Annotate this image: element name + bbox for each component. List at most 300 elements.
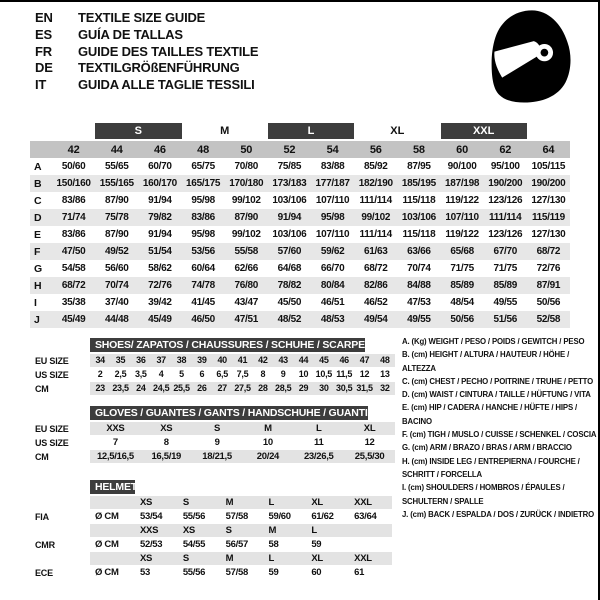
measurement-value: 46/51 (320, 297, 345, 308)
cell-value: 61 (354, 567, 365, 578)
measurement-value: 95/98 (320, 212, 345, 223)
measurement-value: 95/100 (490, 161, 520, 172)
measurement-value: 155/165 (99, 178, 134, 189)
cell-value: 24,5 (153, 383, 170, 393)
cell-value: XL (306, 552, 349, 565)
language-code: DE (35, 60, 53, 76)
cell-value: 63/64 (354, 511, 377, 522)
language-code: FR (35, 43, 52, 59)
shoes-table-header (35, 338, 395, 352)
cell-value: S (178, 552, 221, 565)
cell-value: 13 (380, 369, 390, 379)
cell-value: 7,5 (236, 369, 249, 379)
cell-value: 46 (334, 354, 354, 367)
cell-value: 12,5/16,5 (90, 450, 141, 463)
textile-size-table (30, 122, 570, 328)
row-label: US SIZE (35, 369, 69, 380)
cell-value: L (263, 552, 306, 565)
measurement-row (30, 277, 570, 294)
cell-value: 57/58 (225, 567, 248, 578)
cell-value: 31,5 (356, 383, 373, 393)
measurement-value: 49/55 (493, 297, 517, 308)
measurement-value: 123/126 (488, 229, 523, 240)
cell-value: XXS (135, 524, 178, 537)
cell-value: Ø CM (95, 567, 119, 578)
measurement-value: 87/95 (407, 161, 431, 172)
measurement-value: 53/56 (191, 246, 215, 257)
measurement-value: 95/98 (191, 195, 215, 206)
cell-value: 59 (311, 539, 322, 550)
measurement-value: 65/68 (450, 246, 474, 257)
measurement-value: 52/58 (536, 314, 561, 325)
language-title: GUIDA ALLE TAGLIE TESSILI (78, 77, 255, 93)
row-label: US SIZE (35, 437, 69, 448)
measurement-value: 87/90 (234, 212, 258, 223)
table-row (35, 524, 392, 537)
cell-value: Ø CM (95, 539, 119, 550)
measurement-value: 45/49 (61, 314, 86, 325)
gloves-table-header (35, 406, 395, 420)
cell-value: 23 (90, 382, 110, 395)
measurement-value: 71/74 (61, 212, 86, 223)
cell-value: 11 (314, 437, 324, 448)
cell-value: 54/55 (182, 539, 206, 550)
measurement-value: 56/60 (104, 263, 129, 274)
measurement-value: 103/106 (272, 229, 307, 240)
measurement-value: 48/52 (277, 314, 302, 325)
cell-value: 10 (262, 437, 273, 448)
measurement-value: 82/86 (363, 280, 388, 291)
language-code: EN (35, 10, 53, 25)
cell-value: 8 (260, 369, 266, 379)
cell-value: 18/21,5 (192, 450, 243, 463)
measurement-row (30, 294, 570, 311)
cell-value: M (221, 496, 264, 509)
measurement-value: 83/86 (61, 195, 86, 206)
language-title: GUÍA DE TALLAS (78, 26, 183, 42)
size-label: 54 (326, 143, 339, 156)
cell-value: 10 (298, 369, 309, 379)
measurement-value: 61/63 (363, 246, 388, 257)
cell-value: 53/54 (140, 511, 163, 522)
measurement-key: I (34, 296, 37, 309)
measurement-value: 190/200 (488, 178, 523, 189)
legend-item: F. (cm) TIGH / MUSLO / CUISSE / SCHENKEL / COSCIA (402, 430, 597, 440)
measurement-value: 150/160 (56, 178, 91, 189)
shoes-table-rows (35, 354, 395, 395)
table-row (35, 422, 395, 435)
measurement-value: 170/180 (229, 178, 264, 189)
size-group-label: M (220, 125, 230, 137)
measurement-value: 71/75 (450, 263, 474, 274)
cell-value: 35 (110, 354, 130, 367)
measurement-value: 49/54 (363, 314, 388, 325)
measurement-key: E (34, 228, 41, 241)
measurement-value: 87/91 (536, 280, 561, 291)
measurement-value: 46/50 (191, 314, 215, 325)
cell-value: XS (141, 422, 192, 435)
language-row (35, 27, 258, 44)
legend-item: E. (cm) HIP / CADERA / HANCHE / HÜFTE / HIPS / BACINO (402, 403, 578, 426)
measurement-key: D (34, 211, 42, 224)
measurement-value: 74/78 (191, 280, 215, 291)
measurement-value: 87/90 (104, 229, 129, 240)
cell-value: 42 (253, 354, 273, 367)
measurement-value: 51/54 (148, 246, 172, 257)
measurement-value: 70/74 (407, 263, 431, 274)
measurement-value: 45/50 (277, 297, 302, 308)
cell-value: 52/53 (140, 539, 163, 550)
cell-value: 43 (273, 354, 293, 367)
measurement-value: 107/110 (445, 212, 479, 223)
cell-value: 47 (354, 354, 374, 367)
cell-value: 61/62 (311, 511, 334, 522)
cell-value: 2 (97, 369, 103, 379)
cell-value: L (293, 422, 344, 435)
cell-value: L (263, 496, 306, 509)
measurement-row (30, 260, 570, 277)
cell-value: 53 (140, 567, 150, 578)
table-row (35, 496, 392, 509)
cell-value: 9 (214, 437, 220, 448)
cell-value: 29 (293, 382, 313, 395)
measurement-value: 70/80 (234, 161, 258, 172)
cell-value: 11,5 (336, 369, 353, 379)
measurement-value: 95/98 (191, 229, 215, 240)
measurement-value: 47/53 (407, 297, 431, 308)
measurement-value: 115/118 (402, 229, 436, 240)
measurement-value: 107/110 (315, 195, 350, 206)
cell-value: 37 (151, 354, 171, 367)
measurement-value: 99/102 (361, 212, 391, 223)
measurement-value: 48/53 (320, 314, 345, 325)
language-code: IT (35, 77, 47, 93)
legend-item: J. (cm) BACK / ESPALDA / DOS / ZURÜCK / INDIETRO (402, 509, 595, 519)
cell-value (90, 496, 135, 509)
language-row (35, 44, 258, 61)
measurement-value: 91/94 (148, 195, 172, 206)
measurement-value: 84/88 (407, 280, 431, 291)
cell-value: 59 (268, 567, 279, 578)
legend-item: B. (cm) HEIGHT / ALTURA / HAUTEUR / HÖHE / ALTEZZA (402, 350, 570, 373)
measurement-value: 76/80 (234, 280, 258, 291)
cell-value: 23,5 (112, 383, 129, 393)
cell-value: 9 (280, 369, 286, 379)
measurement-legend (402, 335, 598, 521)
measurement-value: 67/70 (493, 246, 517, 257)
measurement-value: 160/170 (142, 178, 177, 189)
cell-value: 6,5 (216, 369, 228, 379)
measurement-value: 99/102 (231, 229, 261, 240)
cell-value: 28,5 (275, 383, 292, 393)
cell-value: 30,5 (336, 383, 353, 393)
measurement-value: 85/89 (493, 280, 517, 291)
gloves-table-rows (35, 422, 395, 463)
language-row (35, 10, 258, 27)
measurement-key: F (34, 245, 41, 258)
cell-value (90, 552, 135, 565)
table-row (35, 450, 395, 463)
top-border-line (0, 0, 600, 2)
cell-value (349, 538, 392, 551)
measurement-value: 115/119 (531, 212, 565, 223)
measurement-value: 83/88 (320, 161, 345, 172)
helmet-table-rows (35, 496, 392, 579)
measurement-value: 55/65 (104, 161, 129, 172)
measurement-value: 72/76 (536, 263, 561, 274)
measurement-key: G (34, 262, 42, 275)
cell-value: 41 (232, 354, 252, 367)
size-group-label: XXL (441, 123, 527, 139)
row-label: CM (35, 451, 49, 462)
measurement-value: 37/40 (104, 297, 129, 308)
legend-item: D. (cm) WAIST / CINTURA / TAILLE / HÜFTUNG / VITA (402, 390, 591, 400)
legend-item: G. (cm) ARM / BRAZO / BRAS / ARM / BRACCIO (402, 443, 572, 453)
row-label: CMR (35, 539, 55, 550)
measurement-key: J (34, 313, 40, 326)
legend-item: A. (Kg) WEIGHT / PESO / POIDS / GEWITCH / PESO (402, 337, 585, 346)
measurement-value: 79/82 (148, 212, 172, 223)
legend-item: C. (cm) CHEST / PECHO / POITRINE / TRUHE / PETTO (402, 376, 594, 386)
size-label: 44 (110, 143, 123, 156)
cell-value: 59/60 (268, 511, 291, 522)
language-code: ES (35, 26, 52, 42)
cell-value: XS (178, 524, 221, 537)
gloves-size-table (35, 406, 395, 464)
cell-value: S (221, 524, 264, 537)
language-title: TEXTILGRÖßENFÜHRUNG (78, 60, 240, 76)
measurement-value: 55/58 (234, 246, 258, 257)
measurement-value: 71/75 (493, 263, 517, 274)
size-header-row (30, 141, 570, 158)
cell-value: 23/26,5 (293, 450, 344, 463)
cell-value: 20/24 (242, 450, 293, 463)
cell-value: 58 (268, 539, 279, 550)
measurement-value: 83/86 (191, 212, 215, 223)
row-label: EU SIZE (35, 355, 69, 366)
group-spacer (527, 123, 570, 139)
helmet-icon (482, 5, 578, 107)
language-title: TEXTILE SIZE GUIDE (78, 10, 206, 25)
cell-value: Ø CM (95, 511, 119, 522)
measurement-value: 47/51 (234, 314, 258, 325)
cell-value (90, 524, 135, 537)
cell-value: 27,5 (234, 383, 251, 393)
language-title: GUIDE DES TAILLES TEXTILE (78, 43, 259, 59)
cell-value: 3,5 (135, 369, 147, 379)
measurement-value: 107/110 (315, 229, 350, 240)
cell-value: XXL (349, 496, 392, 509)
cell-value: 32 (375, 382, 395, 395)
measurement-value: 68/72 (363, 263, 388, 274)
measurement-value: 91/94 (277, 212, 302, 223)
size-label: 56 (369, 143, 382, 156)
cell-value: 34 (90, 354, 110, 367)
cell-value: 28 (253, 382, 273, 395)
cell-value: 60 (311, 567, 322, 578)
measurement-value: 64/68 (277, 263, 302, 274)
cell-value: 30 (314, 382, 334, 395)
measurement-value: 185/195 (401, 178, 436, 189)
cell-value: 55/56 (182, 567, 206, 578)
measurement-value: 85/92 (363, 161, 388, 172)
measurement-value: 111/114 (359, 195, 392, 206)
measurement-value: 50/60 (61, 161, 86, 172)
cell-value (349, 524, 392, 537)
measurement-value: 75/85 (277, 161, 302, 172)
measurement-value: 51/56 (493, 314, 517, 325)
legend-item: H. (cm) INSIDE LEG / ENTREPIERNA / FOURCHE / SCHRITT / FORCELLA (402, 456, 580, 479)
cell-value: 45 (314, 354, 334, 367)
row-label: CM (35, 383, 49, 394)
measurement-value: 111/114 (359, 229, 392, 240)
cell-value: S (192, 422, 243, 435)
cell-value: 2,5 (114, 369, 127, 379)
measurement-value: 60/64 (191, 263, 215, 274)
size-group-label: S (95, 123, 181, 139)
row-label: FIA (35, 511, 49, 522)
cell-value: 44 (293, 354, 313, 367)
table-row (35, 436, 395, 449)
measurement-value: 35/38 (61, 297, 86, 308)
cell-value: 6 (199, 369, 205, 379)
measurement-value: 99/102 (231, 195, 261, 206)
measurement-row (30, 209, 570, 226)
cell-value: XXL (349, 552, 392, 565)
measurement-value: 119/122 (445, 229, 479, 240)
measurement-value: 165/175 (186, 178, 221, 189)
cell-value: XS (135, 552, 178, 565)
measurement-value: 43/47 (234, 297, 258, 308)
cell-value: 5 (179, 369, 184, 379)
cell-value: 16,5/19 (141, 450, 192, 463)
measurement-value: 70/74 (104, 280, 129, 291)
cell-value: XL (306, 496, 349, 509)
size-label: 46 (153, 143, 166, 156)
measurement-value: 49/52 (104, 246, 129, 257)
measurement-value: 48/54 (450, 297, 474, 308)
cell-value: 40 (212, 354, 232, 367)
measurement-value: 60/70 (148, 161, 172, 172)
cell-value: 24 (131, 382, 151, 395)
measurement-value: 47/50 (61, 246, 86, 257)
table-row (35, 382, 395, 395)
measurement-row (30, 243, 570, 260)
language-row (35, 60, 258, 77)
measurement-value: 127/130 (531, 195, 566, 206)
table-row (35, 552, 392, 565)
helmet-size-table (35, 480, 392, 580)
cell-value: 25,5/30 (344, 450, 395, 463)
measurement-value: 182/190 (358, 178, 393, 189)
size-group-label: XL (390, 125, 405, 137)
cell-value: XS (135, 496, 178, 509)
measurement-value: 111/114 (489, 212, 522, 223)
cell-value: M (263, 524, 306, 537)
size-label: 48 (197, 143, 209, 156)
measurement-value: 105/115 (531, 161, 566, 172)
measurement-value: 50/56 (536, 297, 561, 308)
measurement-value: 177/187 (315, 178, 350, 189)
measurement-value: 127/130 (531, 229, 566, 240)
measurement-key: A (34, 160, 42, 173)
measurement-value: 123/126 (488, 195, 523, 206)
cell-value: 38 (171, 354, 191, 367)
cell-value: 8 (163, 437, 169, 448)
cell-value: XL (344, 422, 395, 435)
measurement-value: 41/45 (191, 297, 215, 308)
measurement-value: 63/66 (407, 246, 431, 257)
measurement-row (30, 175, 570, 192)
measurement-value: 50/56 (450, 314, 474, 325)
measurement-value: 68/72 (536, 246, 561, 257)
measurement-key: H (34, 279, 42, 292)
cell-value: 55/56 (182, 511, 206, 522)
measurement-value: 62/66 (234, 263, 258, 274)
gloves-table-title: GLOVES / GUANTES / GANTS / HANDSCHUHE / GUANTI (90, 406, 368, 420)
cell-value: 48 (375, 354, 395, 367)
measurement-row (30, 226, 570, 243)
cell-value: 10,5 (315, 369, 332, 379)
size-label: 62 (499, 143, 512, 156)
measurement-value: 103/106 (272, 195, 307, 206)
cell-value: 25,5 (173, 383, 190, 393)
size-label: 50 (240, 143, 253, 156)
helmet-table-header (35, 480, 392, 494)
cell-value: 7 (112, 437, 118, 448)
measurement-value: 45/49 (148, 314, 172, 325)
measurement-value: 190/200 (531, 178, 566, 189)
measurement-value: 57/60 (277, 246, 302, 257)
measurement-value: 72/76 (148, 280, 172, 291)
cell-value: 12 (359, 369, 370, 379)
measurement-row (30, 311, 570, 328)
measurement-value: 46/52 (363, 297, 388, 308)
cell-value: 56/57 (225, 539, 248, 550)
row-label: ECE (35, 567, 53, 578)
cell-value: XXS (90, 422, 141, 435)
cell-value: 39 (192, 354, 212, 367)
table-row (35, 354, 395, 367)
measurement-value: 83/86 (61, 229, 86, 240)
cell-value: M (221, 552, 264, 565)
size-group-row (30, 122, 570, 140)
measurement-key: C (34, 194, 42, 207)
legend-item: I. (cm) SHOULDERS / HOMBROS / ÉPAULES / SCHULTERN / SPALLE (402, 483, 565, 506)
shoes-size-table (35, 338, 395, 396)
size-label: 64 (542, 143, 555, 156)
cell-value: 27 (212, 382, 232, 395)
measurement-row (30, 158, 570, 175)
measurement-value: 58/62 (148, 263, 172, 274)
measurement-value: 80/84 (320, 280, 345, 291)
table-row (35, 566, 392, 579)
cell-value: S (178, 496, 221, 509)
measurement-value: 103/106 (401, 212, 436, 223)
size-label: 58 (412, 143, 425, 156)
table-row (35, 510, 392, 523)
measurement-key: B (34, 177, 42, 190)
measurement-value: 115/118 (402, 195, 436, 206)
shoes-table-title: SHOES/ ZAPATOS / CHAUSSURES / SCHUHE / SCARPE (90, 338, 365, 352)
helmet-table-title: HELMET / CASCO / CASQUE / HELM / CASCO (90, 480, 135, 494)
measurement-value: 91/94 (148, 229, 172, 240)
measurement-value: 87/90 (104, 195, 129, 206)
measurement-value: 44/48 (104, 314, 129, 325)
group-spacer (30, 123, 95, 139)
measurement-value: 68/72 (61, 280, 86, 291)
cell-value: 4 (158, 369, 164, 379)
